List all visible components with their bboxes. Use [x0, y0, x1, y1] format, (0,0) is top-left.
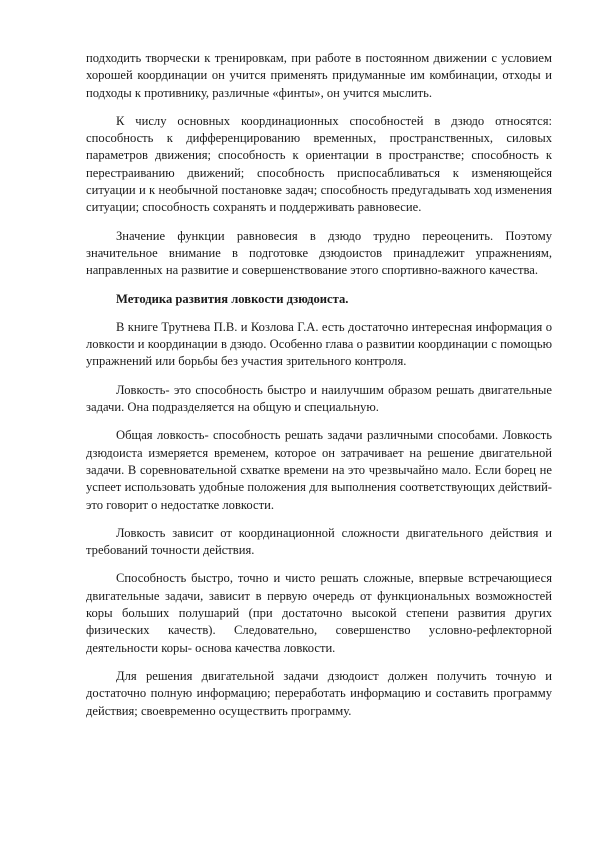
paragraph-continuation: подходить творчески к тренировкам, при работе в постоянном движении с условием хорошей координации он учится применять придуманные им комбинации, отходы и подходы к противнику, различные «финты», он учится мыслить. [86, 51, 552, 100]
paragraph-coordination-abilities: К числу основных координационных способностей в дзюдо относятся: способность к дифференцированию временных, пространственных, силовых параметров движения; способность к ориентации в пространстве; способность к перестраиванию движений; способность приспосабливаться к изменяющейся ситуации и к необычной постановке задач; способность предугадывать ход изменения ситуации; способность сохранять и поддерживать равновесие. [86, 113, 552, 215]
section-heading: Методика развития ловкости дзюдоиста. [116, 291, 349, 306]
paragraph-cortex-function: Способность быстро, точно и чисто решать сложные, впервые встречающиеся двигательные задачи, зависит в первую очередь от функциональных возможностей коры больших полушарий (при достаточно высокой степени развития других физических качеств). Следовательно, совершенство условно-рефлекторной деятельности коры- основа качества ловкости. [86, 571, 552, 655]
paragraph-motor-task: Для решения двигательной задачи дзюдоист должен получить точную и достаточно полную информацию; переработать информацию и составить программу действия; своевременно осуществить программу. [86, 668, 552, 718]
paragraph-general-agility: Общая ловкость- способность решать задачи различными способами. Ловкость дзюдоиста измеряется временем, которое он затрачивает на решение двигательной задачи. В соревновательной схватке времени на это чрезвычайно мало. Если борец не успеет использовать удобные положения для выполнения соответствующих действий- это говорит о недостатке ловкости. [86, 428, 552, 512]
paragraph-balance: Значение функции равновесия в дзюдо трудно переоценить. Поэтому значительное внимание в подготовке дзюдоистов принадлежит упражнениям, направленных на развитие и совершенствование этого спортивно-важного качества. [86, 228, 552, 278]
paragraph-book-reference: В книге Трутнева П.В. и Козлова Г.А. есть достаточно интересная информация о ловкости и координации в дзюдо. Особенно глава о развитии координации с помощью упражнений или борьбы без участия зрительного контроля. [86, 319, 552, 369]
document-page [86, 50, 552, 731]
paragraph-agility-dependence: Ловкость зависит от координационной сложности двигательного действия и требований точности действия. [86, 525, 552, 558]
paragraph-agility-definition: Ловкость- это способность быстро и наилучшим образом решать двигательные задачи. Она подразделяется на общую и специальную. [86, 382, 552, 415]
